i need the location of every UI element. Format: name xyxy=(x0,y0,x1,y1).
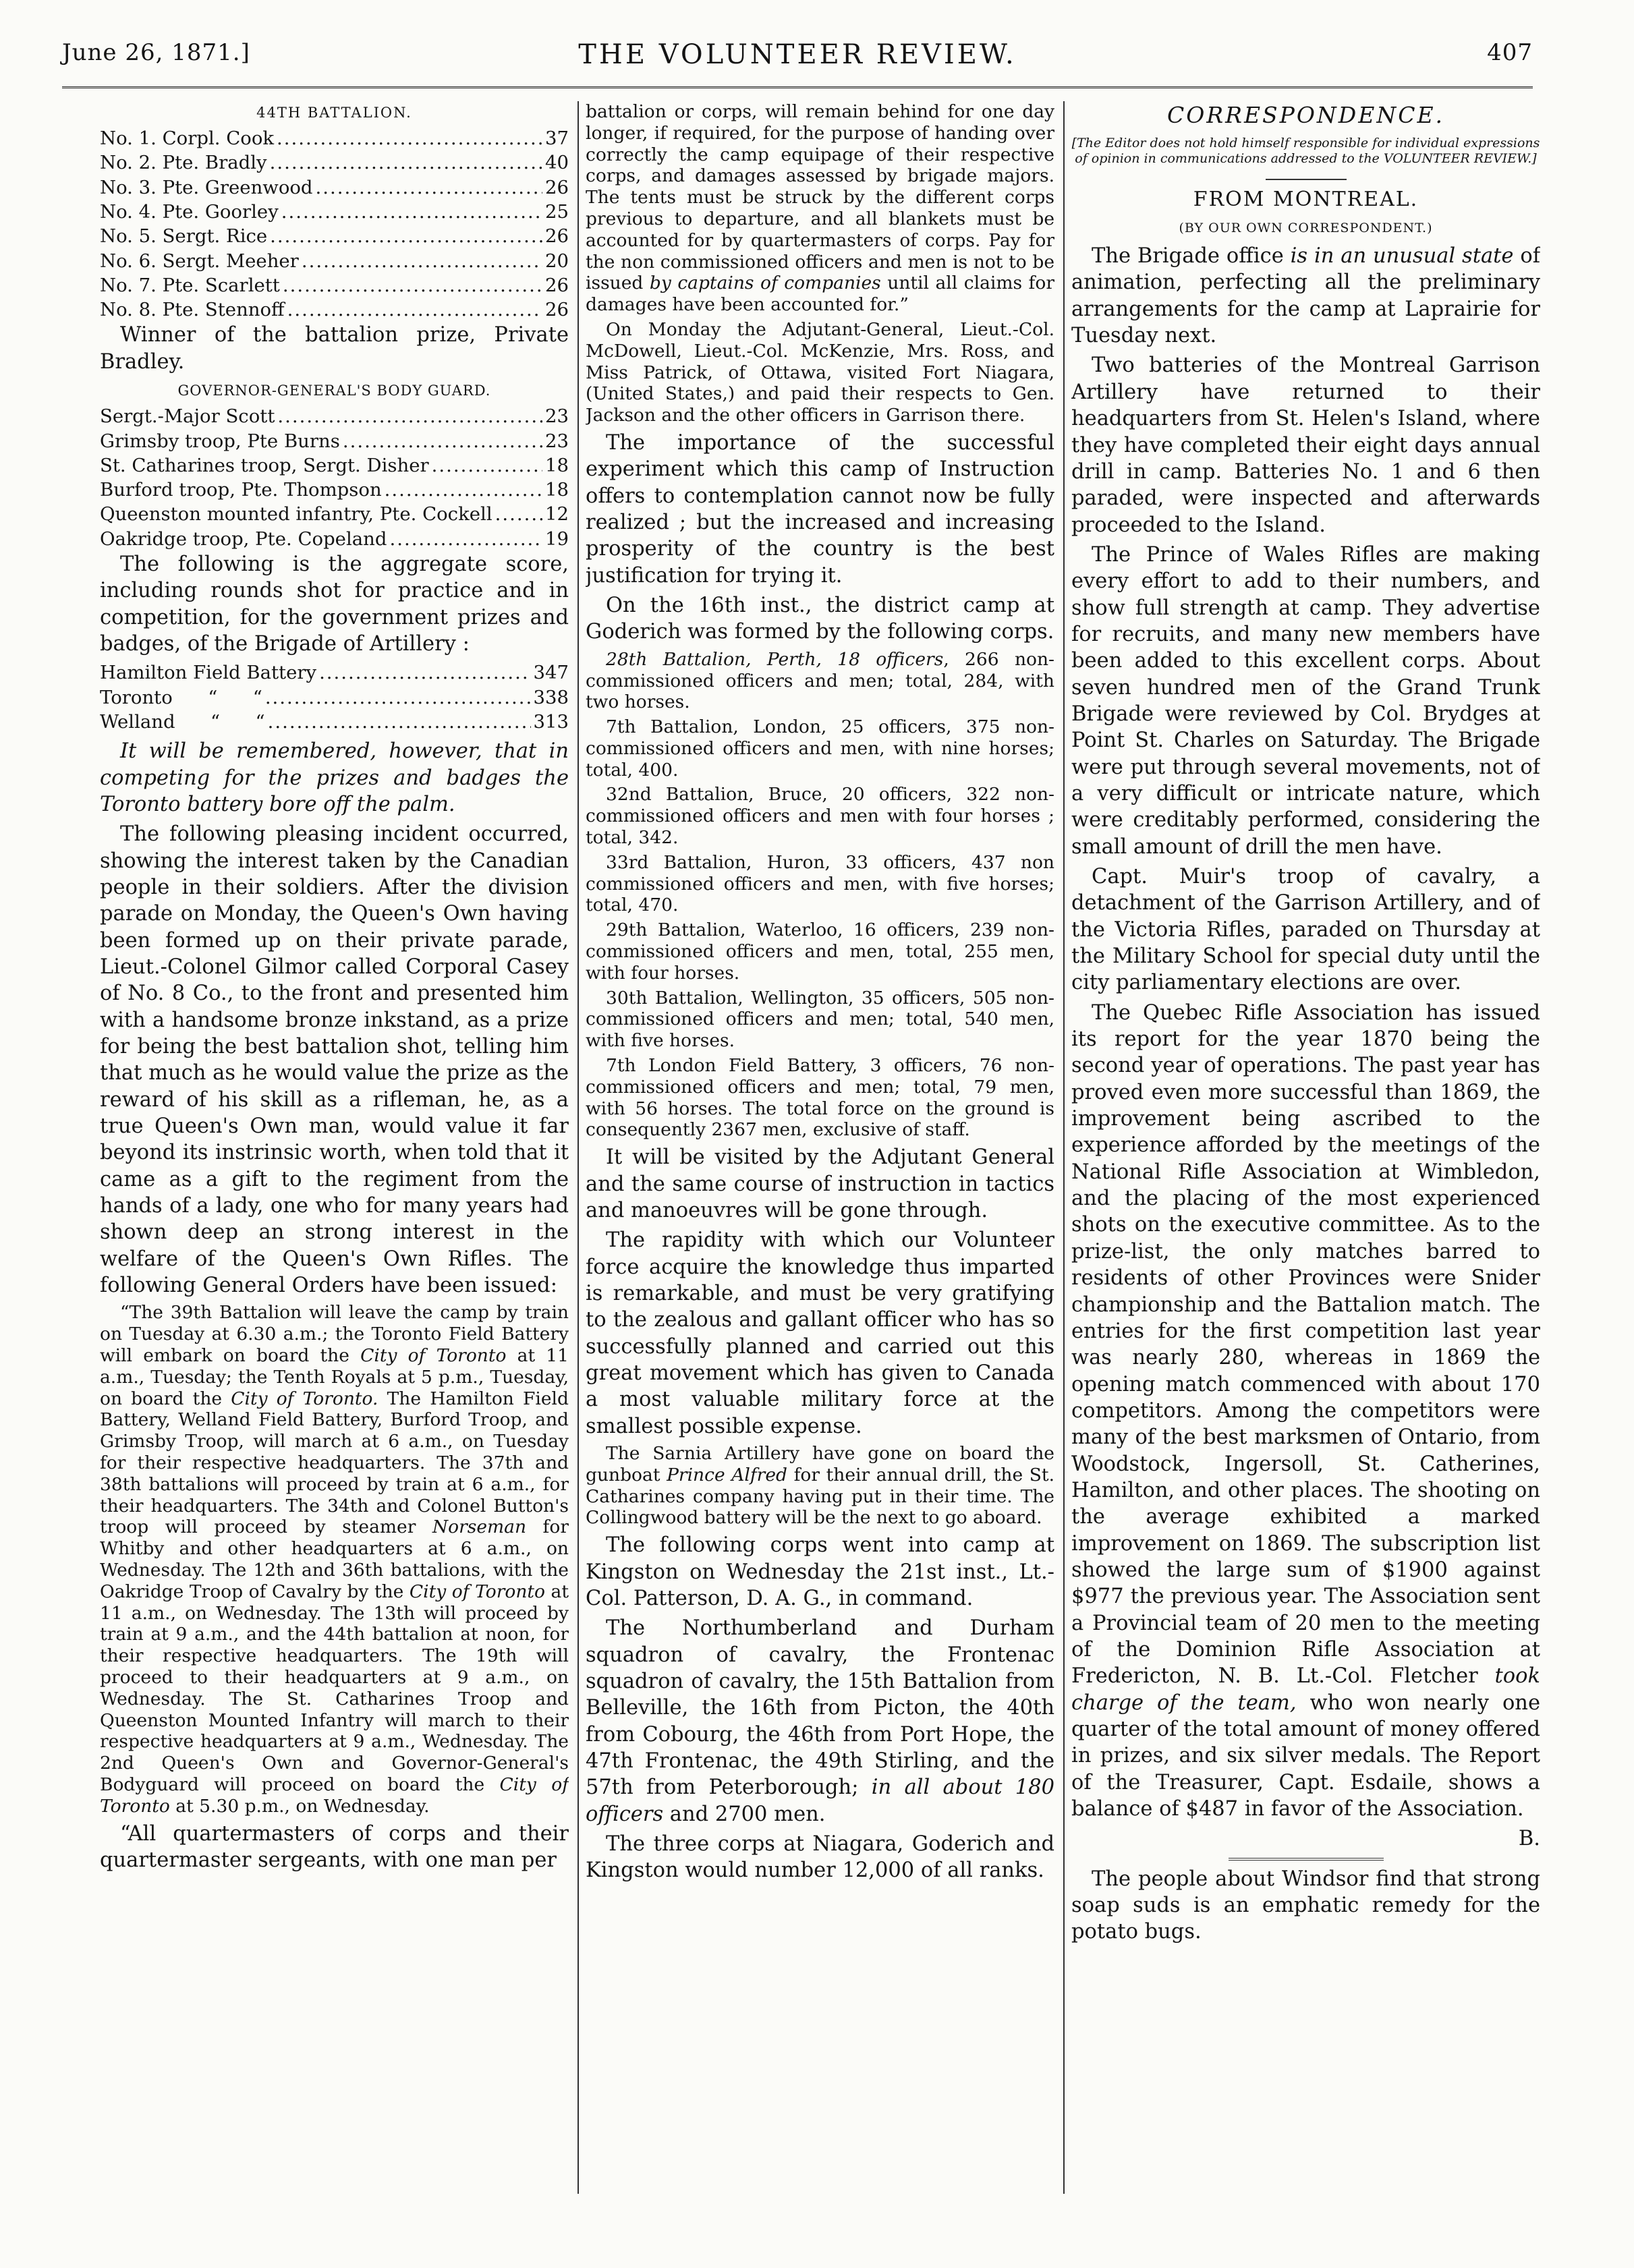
corps-entry: 30th Battalion, Wellington, 35 officers, 505 non-commissioned officers and men; total, 540 men, with five horses. xyxy=(586,987,1054,1052)
windsor-paragraph: The people about Windsor find that strong soap suds is an emphatic remedy for the potato bugs. xyxy=(1071,1867,1540,1944)
column-3 xyxy=(1071,101,1540,2194)
corps-entry: 7th London Field Battery, 3 officers, 76 non-commissioned officers and men; total, 79 men, with 56 horses. The total force on the ground is consequently 2367 men, exclusive of staff. xyxy=(586,1055,1054,1141)
muir-paragraph: Capt. Muir's troop of cavalry, a detachment of the Garrison Artillery, and of the Victoria Rifles, paraded on Thursday at the Military School for special duty until the city parliamentary elections are over. xyxy=(1071,865,1540,995)
general-orders-paragraph: “The 39th Battalion will leave the camp by train on Tuesday at 6.30 a.m.; the Toronto Field Battery will embark on board the City of Toronto at 11 a.m., Tuesday; the Tenth Royals at 5 p.m., Tuesday, on board the City of Toronto. The Hamilton Field Battery, Welland Field Battery, Burford Troop, and Grimsby Troop, will march at 6 a.m., on Tuesday for their respective headquarters. The 37th and 38th battalions will proceed by train at 6 a.m., for their headquarters. The 34th and Colonel Button's troop will proceed by steamer Norseman for Whitby and other headquarters at 6 a.m., on Wednesday. The 12th and 36th battalions, with the Oakridge Troop of Cavalry by the City of Toronto at 11 a.m., on Wednesday. The 13th will proceed by train at 9 a.m., and the 44th battalion at noon, for their respective headquarters. The 19th will proceed to their headquarters at 9 a.m., on Wednesday. The St. Catharines Troop and Queenston Mounted Infantry will march to their respective headquarters at 9 a.m., Wednesday. The 2nd Queen's Own and Governor-General's Bodyguard will proceed on board the City of Toronto at 5.30 p.m., on Wednesday. xyxy=(100,1302,569,1817)
score-row: Burford troop, Pte. Thompson ..... 18 xyxy=(100,478,569,502)
score-row: St. Catharines troop, Sergt. Disher ..... 18 xyxy=(100,453,569,478)
correspondent-line: (BY OUR OWN CORRESPONDENT.) xyxy=(1179,220,1433,235)
batteries-paragraph: Two batteries of the Montreal Garrison Artillery have returned to their headquarters from St. Helen's Island, where they have completed their eight days annual drill in camp. Batteries No. 1 and 6 then paraded, were inspected and afterwards proceeded to the Island. xyxy=(1071,353,1540,537)
corps-entry: 7th Battalion, London, 25 officers, 375 non-commissioned officers and men, with nine horses; total, 400. xyxy=(586,716,1054,781)
orders-continuation-paragraph: battalion or corps, will remain behind for one day longer, if required, for the purpose of handing over correctly the camp equipage of their respective corps, and damages assessed by brigade majors. The tents must be struck by the different corps previous to departure, and all blankets must be accounted for by quartermasters of corps. Pay for the non commissioned officers and men is not to be issued by captains of companies until all claims for damages have been accounted for.” xyxy=(586,101,1054,316)
article-separator xyxy=(1229,1858,1384,1861)
score-row: Sergt.-Major Scott ..... 23 xyxy=(100,404,569,428)
editor-note: [The Editor does not hold himself responsible for individual expressions of opinion in communications addressed to the VOLUNTEER REVIEW.] xyxy=(1071,135,1540,166)
column-rule-2 xyxy=(1063,101,1065,2194)
header-date: June 26, 1871.] xyxy=(62,39,250,66)
score-row: No. 3. Pte. Greenwood ..... 26 xyxy=(100,175,569,200)
corps-entry: 33rd Battalion, Huron, 33 officers, 437 non commissioned officers and men, with five horses; total, 470. xyxy=(586,851,1054,916)
column-rule-1 xyxy=(577,101,579,2194)
three-corps-paragraph: The three corps at Niagara, Goderich and Kingston would number 12,000 of all ranks. xyxy=(586,1832,1054,1883)
score-row: No. 8. Pte. Stennoff ..... 26 xyxy=(100,297,569,322)
remembered-paragraph: It will be remembered, however, that in competing for the prizes and badges the Toronto battery bore off the palm. xyxy=(100,739,569,816)
visited-paragraph: It will be visited by the Adjutant General and the same course of instruction in tactics and manoeuvres will be gone through. xyxy=(586,1145,1054,1222)
northumberland-paragraph: The Northumberland and Durham squadron of cavalry, the Frontenac squadron of cavalry, the 15th Battalion from Belleville, the 16th from Picton, the 40th from Cobourg, the 46th from Port Hope, the 47th Frontenac, the 49th Stirling, and the 57th from Peterborough; in all about 180 officers and 2700 men. xyxy=(586,1616,1054,1826)
quebec-rifle-paragraph: The Quebec Rifle Association has issued its report for the year 1870 being the second year of operations. The past year has proved even more successful than 1869, the improvement being ascribed to the experience afforded by the meetings of the National Rifle Association at Wimbledon, and the placing of the most experienced shots on the executive committee. As to the prize-list, the only matches barred to residents of other Provinces were Snider championship and the Battalion match. The entries for the first competition last year was nearly 280, whereas in 1869 the opening match commenced with about 170 competitors. Among the competitors were many of the best marksmen of Ontario, from Woodstock, Ingersoll, St. Catherines, Hamilton, and other places. The shooting on the average exhibited a marked improvement on 1869. The subscription list showed the large sum of $1900 against $977 the previous year. The Association sent a Provincial team of 20 men to the meeting of the Dominion Rifle Association at Fredericton, N. B. Lt.-Col. Fletcher took charge of the team, who won nearly one quarter of the total amount of money offered in prizes, and six silver medals. The Report of the Treasurer, Capt. Esdaile, shows a balance of $487 in favor of the Association. xyxy=(1071,1000,1540,1821)
column-2 xyxy=(586,101,1054,2194)
brigade-paragraph: The Brigade office is in an unusual state of animation, perfecting all the preliminary arrangements for the camp at Laprairie for Tuesday next. xyxy=(1071,244,1540,348)
incident-paragraph: The following pleasing incident occurred, showing the interest taken by the Canadian people in their soldiers. After the division parade on Monday, the Queen's Own having been formed up on their private parade, Lieut.-Colonel Gilmor called Corporal Casey of No. 8 Co., to the front and presented him with a handsome bronze inkstand, as a prize for being the best battalion shot, telling him that much as he would value the prize as the reward of his skill as a rifleman, he, as a true Queen's Own man, would value it far beyond its instrinsic worth, when told that it came as a gift to the regiment from the hands of a lady, one who for many years had shown deep an strong interest in the welfare of the Queen's Own Rifles. The following General Orders have been issued: xyxy=(100,822,569,1298)
corps-entry: 32nd Battalion, Bruce, 20 officers, 322 non-commissioned officers and men with four horses ; total, 342. xyxy=(586,784,1054,849)
winner-paragraph: Winner of the battalion prize, Private Bradley. xyxy=(100,323,569,374)
score-row: No. 1. Corpl. Cook ..... 37 xyxy=(100,126,569,150)
goderich-paragraph: On the 16th inst., the district camp at Goderich was formed by the following corps. xyxy=(586,594,1054,644)
kingston-paragraph: The following corps went into camp at Kingston on Wednesday the 21st inst., Lt.-Col. Patterson, D. A. G., in command. xyxy=(586,1533,1054,1610)
header-title: THE VOLUNTEER REVIEW. xyxy=(578,39,1017,70)
score-row: Welland “ “ ..... 313 xyxy=(100,710,569,734)
battalion-score-list xyxy=(100,126,569,322)
quartermasters-paragraph: “All quartermasters of corps and their quartermaster sergeants, with one man per xyxy=(100,1821,569,1872)
monday-paragraph: On Monday the Adjutant-General, Lieut.-Col. McDowell, Lieut.-Col. McKenzie, Mrs. Ross, and Miss Patrick, of Ottawa, visited Fort Niagara, (United States,) and paid their respects to Gen. Jackson and the other officers in Garrison there. xyxy=(586,318,1054,426)
signature-line xyxy=(1071,1825,1540,1852)
guard-heading: GOVERNOR-GENERAL'S BODY GUARD. xyxy=(177,382,491,399)
score-row: Oakridge troop, Pte. Copeland ..... 19 xyxy=(100,527,569,551)
aggregate-paragraph: The following is the aggregate score, including rounds shot for practice and in competition, for the government prizes and badges, of the Brigade of Artillery : xyxy=(100,552,569,656)
score-row: Grimsby troop, Pte Burns ..... 23 xyxy=(100,429,569,453)
importance-paragraph: The importance of the successful experiment which this camp of Instruction offers to contemplation cannot now be fully realized ; but the increased and increasing prosperity of the country is the best justification for trying it. xyxy=(586,430,1054,588)
column-1 xyxy=(100,101,569,2194)
score-row: No. 4. Pte. Goorley ..... 25 xyxy=(100,200,569,224)
header-page-number: 407 xyxy=(1487,39,1533,66)
from-montreal-heading: FROM MONTREAL. xyxy=(1193,187,1419,211)
guard-score-list xyxy=(100,404,569,551)
score-row: Queenston mounted infantry, Pte. Cockell ..... 12 xyxy=(100,502,569,526)
header-rule xyxy=(62,86,1533,88)
corps-entry: 28th Battalion, Perth, 18 officers, 266 non-commissioned officers and men; total, 284, with two horses. xyxy=(586,648,1054,713)
score-row: Toronto “ “ ..... 338 xyxy=(100,685,569,710)
battalion-heading: 44TH BATTALION. xyxy=(256,105,412,121)
section-rule xyxy=(1266,179,1347,180)
score-row: Hamilton Field Battery ..... 347 xyxy=(100,660,569,685)
rapidity-paragraph: The rapidity with which our Volunteer force acquire the knowledge thus imparted is remarkable, and must be very gratifying to the zealous and gallant officer who has so successfully planned and carried out this great movement which has given to Canada a most valuable military force at the smallest possible expense. xyxy=(586,1228,1054,1438)
signature: B. xyxy=(1518,1827,1540,1851)
score-row: No. 6. Sergt. Meeher ..... 20 xyxy=(100,249,569,273)
correspondence-title: CORRESPONDENCE. xyxy=(1166,102,1445,128)
corps-entry: 29th Battalion, Waterloo, 16 officers, 239 non-commissioned officers and men, total, 255 men, with four horses. xyxy=(586,919,1054,984)
score-row: No. 2. Pte. Bradly ..... 40 xyxy=(100,150,569,175)
sarnia-paragraph: The Sarnia Artillery have gone on board the gunboat Prince Alfred for their annual drill, the St. Catharines company having put in their time. The Collingwood battery will be the next to go aboard. xyxy=(586,1443,1054,1529)
artillery-score-list xyxy=(100,660,569,734)
prince-of-wales-paragraph: The Prince of Wales Rifles are making every effort to add to their numbers, and show full strength at camp. They advertise for recruits, and many new members have been added to this excellent corps. About seven hundred men of the Grand Trunk Brigade were reviewed by Col. Brydges at Point St. Charles on Saturday. The Brigade were put through several movements, not of a very difficult or intricate nature, which were creditably performed, considering the small amount of drill the men have. xyxy=(1071,542,1540,859)
page-header xyxy=(62,39,1533,80)
score-row: No. 5. Sergt. Rice ..... 26 xyxy=(100,224,569,248)
score-row: No. 7. Pte. Scarlett ..... 26 xyxy=(100,273,569,297)
